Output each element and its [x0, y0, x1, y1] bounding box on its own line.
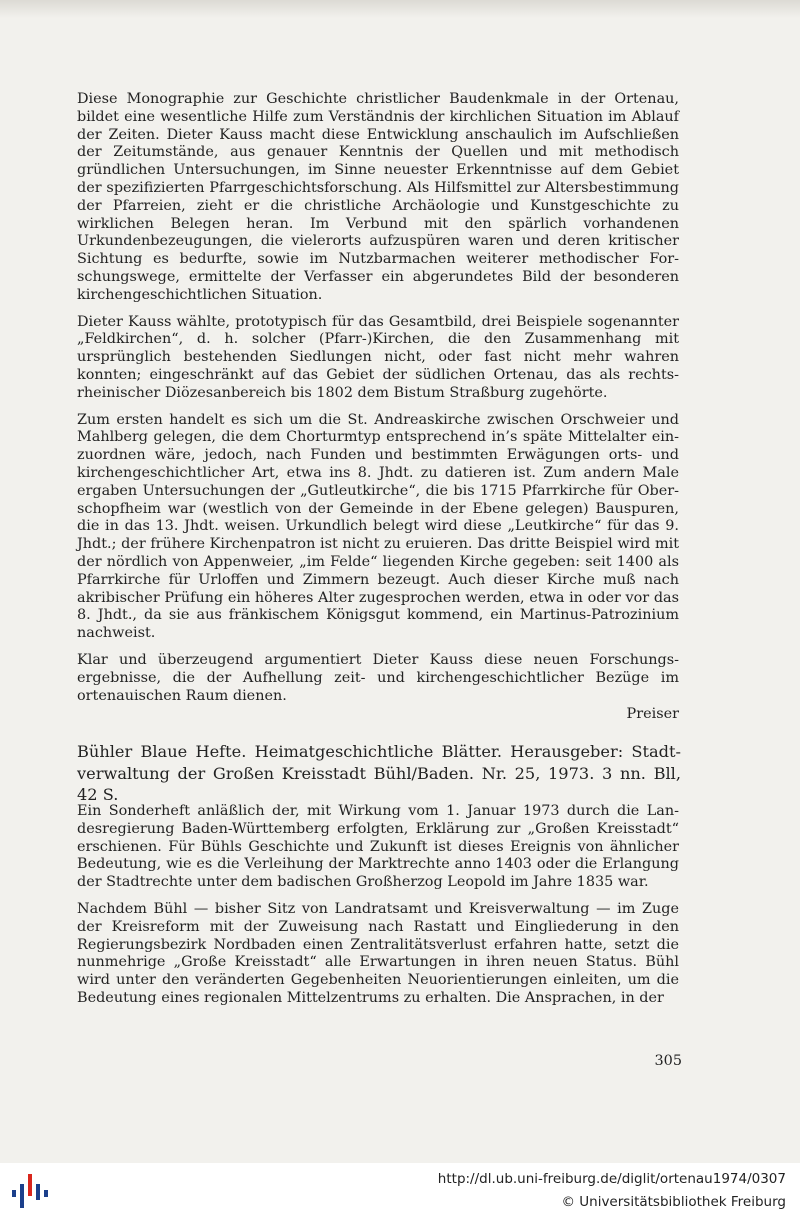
permalink-link[interactable]: http://dl.ub.uni-freiburg.de/diglit/ortenau1974/0307	[437, 1171, 786, 1187]
review-buehler-blaue-hefte	[77, 803, 679, 1008]
review-kauss	[77, 91, 679, 724]
paragraph: Nachdem Bühl — bisher Sitz von Landratsamt und Kreisverwaltung — im Zuge der Kreisreform mit der Zuweisung nach Rastatt und Eingliederung in den Regierungsbezirk Nordbaden einen Zentralitätsverlust erfahren hatte, setzt die nunmehrige „Große Kreisstadt“ alle Erwartungen in ihren neuen Status. Bühl wird unter den veränderten Gegebenheiten Neuorientierungen einleiten, um die Bedeutung eines regionalen Mittelzentrums zu erhalten. Die Ansprachen, in der	[77, 900, 679, 1006]
paragraph: Diese Monographie zur Geschichte christlicher Baudenkmale in der Ortenau, bildet eine wesentliche Hilfe zum Verständnis der kirchlichen Situation im Ablauf der Zeiten. Dieter Kauss macht diese Entwicklung anschaulich im Aufschließen der Zeitumstände, aus genauer Kenntnis der Quellen und mit methodisch gründlichen Untersuchungen, im Sinne neuester Erkenntnisse auf dem Gebiet der spezifizierten Pfarrgeschichtsforschung. Als Hilfsmittel zur Altersbestimmung der Pfarreien, zieht er die christliche Archäologie und Kunstgeschichte zu wirklichen Belegen heran. Im Verbund mit den spärlich vorhandenen Urkundenbezeugungen, die vielerorts aufzuspüren waren und deren kritischer Sichtung es bedurfte, sowie im Nutzbarmachen weiterer methodischer Forschungswege, ermittelte der Verfasser ein abgerundetes Bild der besonderen kirchengeschichtlichen Situation.	[77, 91, 679, 303]
paragraph: Klar und überzeugend argumentiert Dieter Kauss diese neuen Forschungsergebnisse, die der Aufhellung zeit- und kirchengeschichtlicher Bezüge im ortenauischen Raum dienen.	[77, 651, 679, 704]
paragraph: Zum ersten handelt es sich um die St. Andreaskirche zwischen Orschweier und Mahlberg gelegen, die dem Chorturmtyp entsprechend in’s späte Mittelalter einzuordnen wäre, jedoch, nach Funden und bestimmten Erwägungen orts- und kirchengeschichtlicher Art, etwa ins 8. Jhdt. zu datieren ist. Zum andern Male ergaben Untersuchungen der „Gutleutkirche“, die bis 1715 Pfarrkirche für Oberschopfheim war (westlich von der Gemeinde in der Ebene gelegen) Bauspuren, die in das 13. Jhdt. weisen. Urkundlich belegt wird diese „Leutkirche“ für das 9. Jhdt.; der frühere Kirchenpatron ist nicht zu eruieren. Das dritte Beispiel wird mit der nördlich von Appenweier, „im Felde“ liegenden Kirche gegeben: seit 1400 als Pfarrkirche für Urloffen und Zimmern bezeugt. Auch dieser Kirche muß nach akribischer Prüfung ein höheres Alter zugesprochen werden, etwa in oder vor das 8. Jhdt., da sie aus fränkischem Königsgut kommend, ein Martinus-Patrozinium nachweist.	[77, 411, 679, 642]
paragraph: Ein Sonderheft anläßlich der, mit Wirkung vom 1. Januar 1973 durch die Landesregierung Baden-Württemberg erfolgten, Erklärung zur „Großen Kreisstadt“ erschienen. Für Bühls Geschichte und Zukunft ist dieses Ereignis von ähnlicher Bedeutung, wie es die Verleihung der Marktrechte anno 1403 oder die Erlangung der Stadtrechte unter dem badischen Großherzog Leopold im Jahre 1835 war.	[77, 803, 679, 891]
page-number: 305	[654, 1053, 682, 1069]
page-top-edge	[0, 0, 800, 18]
paragraph: Dieter Kauss wählte, prototypisch für das Gesamtbild, drei Beispiele sogenannter „Feldkirchen“, d. h. solcher (Pfarr-)Kirchen, die den Zusammenhang mit ursprünglich bestehenden Siedlungen nicht, oder fast nicht mehr wahren konnten; eingeschränkt auf das Gebiet der südlichen Ortenau, das als rechtsrheinischer Diözesanbereich bis 1802 dem Bistum Straßburg zugehörte.	[77, 313, 679, 401]
copyright-notice: © Universitätsbibliothek Freiburg	[561, 1194, 786, 1210]
review-heading: Bühler Blaue Hefte. Heimatgeschichtliche Blätter. Herausgeber: Stadtverwaltung der Großen Kreisstadt Bühl/Baden. Nr. 25, 1973. 3 nn. Bll, 42 S.	[77, 742, 681, 804]
ub-freiburg-logo-icon[interactable]	[8, 1172, 52, 1212]
reviewer-signature: Preiser	[626, 706, 679, 723]
